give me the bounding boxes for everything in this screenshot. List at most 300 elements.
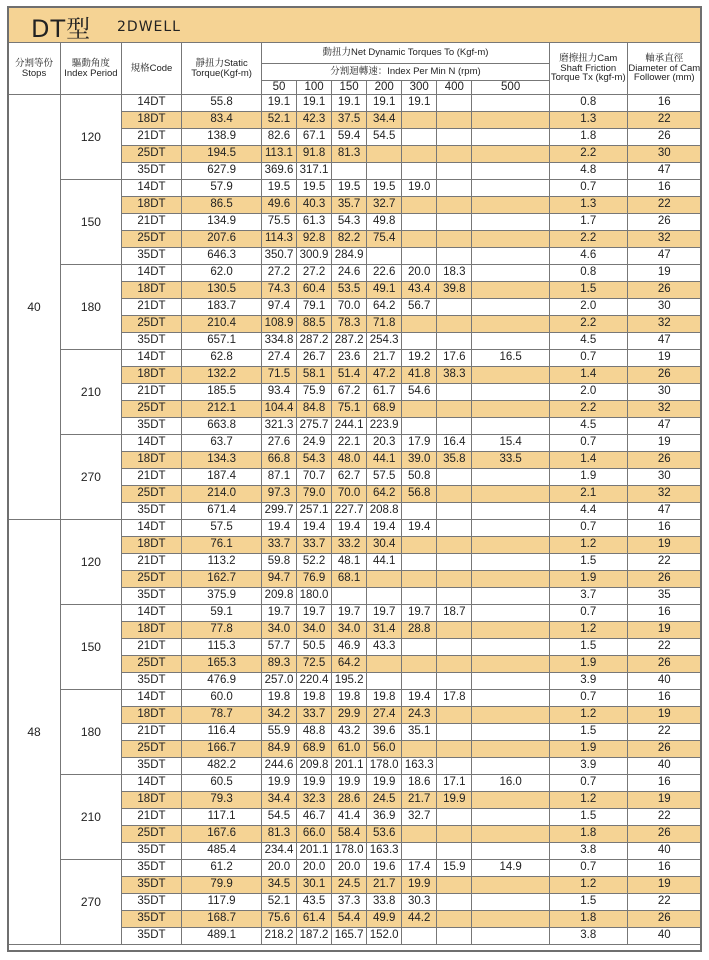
table-cell: 83.4 — [182, 112, 262, 129]
table-cell: 60.4 — [297, 282, 332, 299]
table-cell: 1.5 — [549, 282, 627, 299]
table-cell: 209.8 — [261, 588, 296, 605]
table-cell: 43.2 — [332, 724, 367, 741]
table-cell: 0.8 — [549, 265, 627, 282]
table-cell: 4.4 — [549, 503, 627, 520]
table-cell: 1.5 — [549, 894, 627, 911]
table-cell: 32 — [627, 316, 701, 333]
table-cell: 138.9 — [182, 129, 262, 146]
table-cell: 16.4 — [437, 435, 472, 452]
table-cell: 19.7 — [367, 605, 402, 622]
table-cell: 350.7 — [261, 248, 296, 265]
series-title: DT型 — [31, 15, 92, 43]
table-cell: 35DT — [121, 163, 182, 180]
table-cell: 130.5 — [182, 282, 262, 299]
table-cell: 60.0 — [182, 690, 262, 707]
table-cell: 113.1 — [261, 146, 296, 163]
header-index-period: 驅動角度Index Period — [61, 43, 122, 95]
table-cell: 482.2 — [182, 758, 262, 775]
table-cell: 56.0 — [367, 741, 402, 758]
table-cell: 34.0 — [332, 622, 367, 639]
table-cell: 671.4 — [182, 503, 262, 520]
table-cell: 34.5 — [261, 877, 296, 894]
index-period-cell: 210 — [61, 350, 122, 435]
table-cell: 180.0 — [297, 588, 332, 605]
table-cell: 183.7 — [182, 299, 262, 316]
table-cell: 19.1 — [332, 95, 367, 112]
table-cell: 19.4 — [402, 690, 437, 707]
table-cell: 74.3 — [261, 282, 296, 299]
table-cell: 54.5 — [367, 129, 402, 146]
table-cell: 19.9 — [437, 792, 472, 809]
table-cell: 54.6 — [402, 384, 437, 401]
table-cell: 26 — [627, 741, 701, 758]
table-cell: 62.8 — [182, 350, 262, 367]
table-cell: 132.2 — [182, 367, 262, 384]
table-cell: 227.7 — [332, 503, 367, 520]
table-cell: 18DT — [121, 707, 182, 724]
table-cell: 2.2 — [549, 231, 627, 248]
table-cell: 14DT — [121, 180, 182, 197]
table-cell: 86.5 — [182, 197, 262, 214]
table-cell: 47 — [627, 418, 701, 435]
table-cell: 47 — [627, 333, 701, 350]
table-cell: 59.1 — [182, 605, 262, 622]
table-cell: 35 — [627, 588, 701, 605]
table-cell: 19.8 — [297, 690, 332, 707]
table-cell: 50.8 — [402, 469, 437, 486]
table-cell: 32 — [627, 486, 701, 503]
table-cell: 91.8 — [297, 146, 332, 163]
table-cell: 163.3 — [402, 758, 437, 775]
table-cell: 68.9 — [297, 741, 332, 758]
table-cell: 2.0 — [549, 299, 627, 316]
table-cell: 62.0 — [182, 265, 262, 282]
table-cell: 287.2 — [332, 333, 367, 350]
table-cell: 19 — [627, 707, 701, 724]
table-cell: 19.4 — [332, 520, 367, 537]
table-cell: 4.5 — [549, 333, 627, 350]
table-cell: 21DT — [121, 469, 182, 486]
table-cell: 35DT — [121, 588, 182, 605]
table-cell: 1.9 — [549, 469, 627, 486]
table-cell: 627.9 — [182, 163, 262, 180]
table-cell: 70.7 — [297, 469, 332, 486]
table-cell: 76.1 — [182, 537, 262, 554]
table-cell: 32.3 — [297, 792, 332, 809]
table-cell: 84.9 — [261, 741, 296, 758]
table-cell: 19.7 — [402, 605, 437, 622]
table-cell: 25DT — [121, 146, 182, 163]
table-cell: 21DT — [121, 639, 182, 656]
table-cell: 1.4 — [549, 367, 627, 384]
table-cell: 19 — [627, 265, 701, 282]
table-cell: 275.7 — [297, 418, 332, 435]
table-cell: 2.2 — [549, 146, 627, 163]
table-cell: 19.7 — [332, 605, 367, 622]
table-cell: 33.5 — [472, 452, 550, 469]
table-cell: 185.5 — [182, 384, 262, 401]
table-cell: 3.9 — [549, 758, 627, 775]
table-cell: 44.1 — [367, 554, 402, 571]
table-cell: 48.0 — [332, 452, 367, 469]
table-cell: 61.2 — [182, 860, 262, 877]
table-cell: 46.9 — [332, 639, 367, 656]
table-cell: 22 — [627, 197, 701, 214]
table-cell: 34.4 — [261, 792, 296, 809]
table-cell: 37.3 — [332, 894, 367, 911]
table-cell: 92.8 — [297, 231, 332, 248]
header-rpm: 200 — [367, 81, 402, 95]
table-cell: 84.8 — [297, 401, 332, 418]
table-cell: 39.0 — [402, 452, 437, 469]
table-cell: 16 — [627, 605, 701, 622]
table-cell: 208.8 — [367, 503, 402, 520]
table-cell: 19.4 — [297, 520, 332, 537]
table-cell: 75.4 — [367, 231, 402, 248]
table-cell: 166.7 — [182, 741, 262, 758]
header-dynamic-torque: 動扭力Net Dynamic Torques To (Kgf-m) — [261, 43, 549, 64]
header-rpm: 150 — [332, 81, 367, 95]
table-cell: 27.2 — [297, 265, 332, 282]
table-cell: 64.2 — [367, 486, 402, 503]
table-cell: 299.7 — [261, 503, 296, 520]
table-cell: 18DT — [121, 282, 182, 299]
table-cell: 38.3 — [437, 367, 472, 384]
table-cell: 61.3 — [297, 214, 332, 231]
table-cell: 16 — [627, 775, 701, 792]
table-cell: 1.8 — [549, 911, 627, 928]
table-cell: 40 — [627, 673, 701, 690]
table-cell: 485.4 — [182, 843, 262, 860]
table-cell: 44.1 — [367, 452, 402, 469]
table-cell: 49.8 — [367, 214, 402, 231]
table-cell: 14DT — [121, 265, 182, 282]
table-cell: 68.1 — [332, 571, 367, 588]
table-cell: 19 — [627, 537, 701, 554]
table-cell: 1.9 — [549, 656, 627, 673]
table-cell: 113.2 — [182, 554, 262, 571]
table-cell: 35DT — [121, 333, 182, 350]
table-cell: 117.9 — [182, 894, 262, 911]
table-cell: 57.9 — [182, 180, 262, 197]
table-cell: 79.0 — [297, 486, 332, 503]
table-cell: 108.9 — [261, 316, 296, 333]
table-cell: 1.9 — [549, 741, 627, 758]
table-cell: 57.7 — [261, 639, 296, 656]
table-cell: 52.2 — [297, 554, 332, 571]
table-cell: 218.2 — [261, 928, 296, 945]
table-cell: 0.7 — [549, 605, 627, 622]
table-cell: 35DT — [121, 911, 182, 928]
table-cell: 21DT — [121, 214, 182, 231]
table-cell: 43.4 — [402, 282, 437, 299]
table-cell: 0.8 — [549, 95, 627, 112]
table-cell: 254.3 — [367, 333, 402, 350]
table-cell: 18DT — [121, 622, 182, 639]
table-cell: 1.7 — [549, 214, 627, 231]
table-cell: 71.5 — [261, 367, 296, 384]
table-cell: 70.0 — [332, 299, 367, 316]
table-cell: 1.5 — [549, 639, 627, 656]
table-cell: 3.9 — [549, 673, 627, 690]
table-cell: 33.7 — [297, 537, 332, 554]
table-cell: 21DT — [121, 129, 182, 146]
table-cell: 43.5 — [297, 894, 332, 911]
table-cell: 82.6 — [261, 129, 296, 146]
table-cell: 375.9 — [182, 588, 262, 605]
table-cell: 19.7 — [261, 605, 296, 622]
table-cell: 178.0 — [332, 843, 367, 860]
table-cell: 19 — [627, 622, 701, 639]
table-cell: 14DT — [121, 605, 182, 622]
table-cell: 35DT — [121, 758, 182, 775]
table-cell: 19.7 — [297, 605, 332, 622]
table-cell: 35.7 — [332, 197, 367, 214]
header-diameter: 軸承直徑Diameter of Cam Follower (mm) — [627, 43, 701, 95]
table-cell: 54.4 — [332, 911, 367, 928]
table-cell: 30 — [627, 384, 701, 401]
table-cell: 25DT — [121, 741, 182, 758]
table-cell: 57.5 — [182, 520, 262, 537]
table-cell: 97.3 — [261, 486, 296, 503]
table-cell: 257.0 — [261, 673, 296, 690]
table-cell: 19.5 — [261, 180, 296, 197]
table-cell: 20.0 — [297, 860, 332, 877]
table-cell: 16.5 — [472, 350, 550, 367]
table-cell: 19.1 — [402, 95, 437, 112]
table-cell: 87.1 — [261, 469, 296, 486]
index-period-cell: 150 — [61, 605, 122, 690]
table-cell: 76.9 — [297, 571, 332, 588]
table-cell: 19 — [627, 877, 701, 894]
header-cam-torque: 磨擦扭力Cam Shaft Friction Torque Tx (kgf-m) — [549, 43, 627, 95]
table-cell: 0.7 — [549, 690, 627, 707]
table-cell: 35DT — [121, 860, 182, 877]
table-cell: 19.0 — [402, 180, 437, 197]
table-cell: 20.0 — [261, 860, 296, 877]
table-cell: 75.5 — [261, 214, 296, 231]
table-cell: 26.7 — [297, 350, 332, 367]
table-cell: 234.4 — [261, 843, 296, 860]
table-cell: 16 — [627, 860, 701, 877]
table-cell: 46.7 — [297, 809, 332, 826]
table-cell: 28.8 — [402, 622, 437, 639]
index-period-cell: 210 — [61, 775, 122, 860]
table-cell: 26 — [627, 282, 701, 299]
table-cell: 53.5 — [332, 282, 367, 299]
table-cell: 22 — [627, 639, 701, 656]
table-cell: 89.3 — [261, 656, 296, 673]
table-cell: 1.8 — [549, 826, 627, 843]
table-cell: 26 — [627, 656, 701, 673]
header-speed: 分割迴轉速：Index Per Min N (rpm) — [261, 64, 549, 81]
table-cell: 210.4 — [182, 316, 262, 333]
table-cell: 18DT — [121, 112, 182, 129]
table-cell: 18DT — [121, 197, 182, 214]
table-cell: 16 — [627, 520, 701, 537]
table-cell: 67.1 — [297, 129, 332, 146]
table-cell: 97.4 — [261, 299, 296, 316]
table-cell: 16 — [627, 180, 701, 197]
table-cell: 19 — [627, 350, 701, 367]
table-cell: 3.7 — [549, 588, 627, 605]
table-cell: 19.8 — [367, 690, 402, 707]
header-rpm: 100 — [297, 81, 332, 95]
table-cell: 21DT — [121, 724, 182, 741]
table-cell: 25DT — [121, 316, 182, 333]
table-cell: 79.1 — [297, 299, 332, 316]
table-cell: 35DT — [121, 877, 182, 894]
table-cell: 18DT — [121, 537, 182, 554]
table-cell: 22 — [627, 894, 701, 911]
table-cell: 287.2 — [297, 333, 332, 350]
table-cell: 0.7 — [549, 775, 627, 792]
table-cell: 21DT — [121, 554, 182, 571]
table-cell: 369.6 — [261, 163, 296, 180]
table-cell: 16.0 — [472, 775, 550, 792]
table-cell: 49.6 — [261, 197, 296, 214]
table-cell: 104.4 — [261, 401, 296, 418]
table-cell: 33.7 — [261, 537, 296, 554]
table-cell: 94.7 — [261, 571, 296, 588]
header-rpm: 300 — [402, 81, 437, 95]
table-cell: 116.4 — [182, 724, 262, 741]
table-cell: 4.5 — [549, 418, 627, 435]
table-cell: 244.6 — [261, 758, 296, 775]
table-cell: 49.1 — [367, 282, 402, 299]
table-cell: 27.4 — [261, 350, 296, 367]
table-cell: 53.6 — [367, 826, 402, 843]
table-cell: 35DT — [121, 843, 182, 860]
table-cell: 22 — [627, 112, 701, 129]
table-cell: 114.3 — [261, 231, 296, 248]
table-cell: 17.9 — [402, 435, 437, 452]
table-cell: 1.2 — [549, 877, 627, 894]
table-cell: 33.8 — [367, 894, 402, 911]
table-cell: 244.1 — [332, 418, 367, 435]
table-cell: 30.1 — [297, 877, 332, 894]
table-cell: 1.9 — [549, 571, 627, 588]
table-cell: 30 — [627, 299, 701, 316]
table-cell: 0.7 — [549, 435, 627, 452]
table-cell: 15.9 — [437, 860, 472, 877]
table-cell: 14.9 — [472, 860, 550, 877]
table-cell: 93.4 — [261, 384, 296, 401]
table-cell: 24.6 — [332, 265, 367, 282]
table-cell: 1.5 — [549, 809, 627, 826]
table-cell: 35.1 — [402, 724, 437, 741]
table-cell: 23.6 — [332, 350, 367, 367]
table-cell: 79.9 — [182, 877, 262, 894]
table-cell: 52.1 — [261, 894, 296, 911]
table-cell: 168.7 — [182, 911, 262, 928]
table-cell: 14DT — [121, 350, 182, 367]
table-cell: 18.6 — [402, 775, 437, 792]
table-cell: 3.8 — [549, 928, 627, 945]
header-stops: 分割等份Stops — [8, 43, 61, 95]
table-cell: 20.0 — [332, 860, 367, 877]
table-cell: 78.7 — [182, 707, 262, 724]
table-cell: 44.2 — [402, 911, 437, 928]
table-cell: 40 — [627, 843, 701, 860]
table-cell: 39.8 — [437, 282, 472, 299]
table-cell: 59.8 — [261, 554, 296, 571]
table-cell: 167.6 — [182, 826, 262, 843]
table-cell: 63.7 — [182, 435, 262, 452]
table-cell: 32.7 — [402, 809, 437, 826]
table-cell: 165.3 — [182, 656, 262, 673]
index-period-cell: 180 — [61, 690, 122, 775]
table-cell: 187.4 — [182, 469, 262, 486]
header-code: 規格Code — [121, 43, 182, 95]
table-cell: 0.7 — [549, 520, 627, 537]
table-cell: 19.5 — [297, 180, 332, 197]
table-cell: 30.4 — [367, 537, 402, 554]
table-cell: 16 — [627, 95, 701, 112]
table-cell: 1.3 — [549, 197, 627, 214]
table-cell: 19.2 — [402, 350, 437, 367]
table-cell: 19.4 — [367, 520, 402, 537]
stops-cell: 48 — [8, 520, 61, 945]
table-cell: 19 — [627, 792, 701, 809]
table-cell: 68.9 — [367, 401, 402, 418]
table-cell: 47.2 — [367, 367, 402, 384]
table-cell: 35DT — [121, 894, 182, 911]
table-cell: 21DT — [121, 384, 182, 401]
table-cell: 25DT — [121, 486, 182, 503]
table-cell: 1.5 — [549, 554, 627, 571]
table-cell: 19.4 — [261, 520, 296, 537]
header-rpm: 400 — [437, 81, 472, 95]
table-cell: 71.8 — [367, 316, 402, 333]
table-cell: 40 — [627, 758, 701, 775]
table-cell: 36.9 — [367, 809, 402, 826]
table-cell: 194.5 — [182, 146, 262, 163]
table-cell: 212.1 — [182, 401, 262, 418]
table-cell: 209.8 — [297, 758, 332, 775]
table-cell: 22.6 — [367, 265, 402, 282]
table-cell: 19.9 — [261, 775, 296, 792]
table-cell: 2.1 — [549, 486, 627, 503]
table-cell: 55.9 — [261, 724, 296, 741]
table-cell: 0.7 — [549, 180, 627, 197]
table-cell: 21.7 — [402, 792, 437, 809]
table-cell: 17.8 — [437, 690, 472, 707]
table-cell: 19.1 — [367, 95, 402, 112]
table-cell: 657.1 — [182, 333, 262, 350]
table-cell: 66.0 — [297, 826, 332, 843]
table-cell: 27.2 — [261, 265, 296, 282]
table-cell: 19 — [627, 435, 701, 452]
table-cell: 22 — [627, 554, 701, 571]
table-cell: 52.1 — [261, 112, 296, 129]
table-cell: 33.7 — [297, 707, 332, 724]
table-cell: 2.2 — [549, 401, 627, 418]
table-cell: 17.4 — [402, 860, 437, 877]
table-cell: 40.3 — [297, 197, 332, 214]
table-cell: 61.0 — [332, 741, 367, 758]
table-cell: 37.5 — [332, 112, 367, 129]
table-cell: 1.5 — [549, 724, 627, 741]
table-cell: 1.3 — [549, 112, 627, 129]
table-cell: 19.8 — [261, 690, 296, 707]
table-cell: 646.3 — [182, 248, 262, 265]
table-cell: 26 — [627, 911, 701, 928]
table-cell: 489.1 — [182, 928, 262, 945]
table-cell: 117.1 — [182, 809, 262, 826]
table-cell: 187.2 — [297, 928, 332, 945]
